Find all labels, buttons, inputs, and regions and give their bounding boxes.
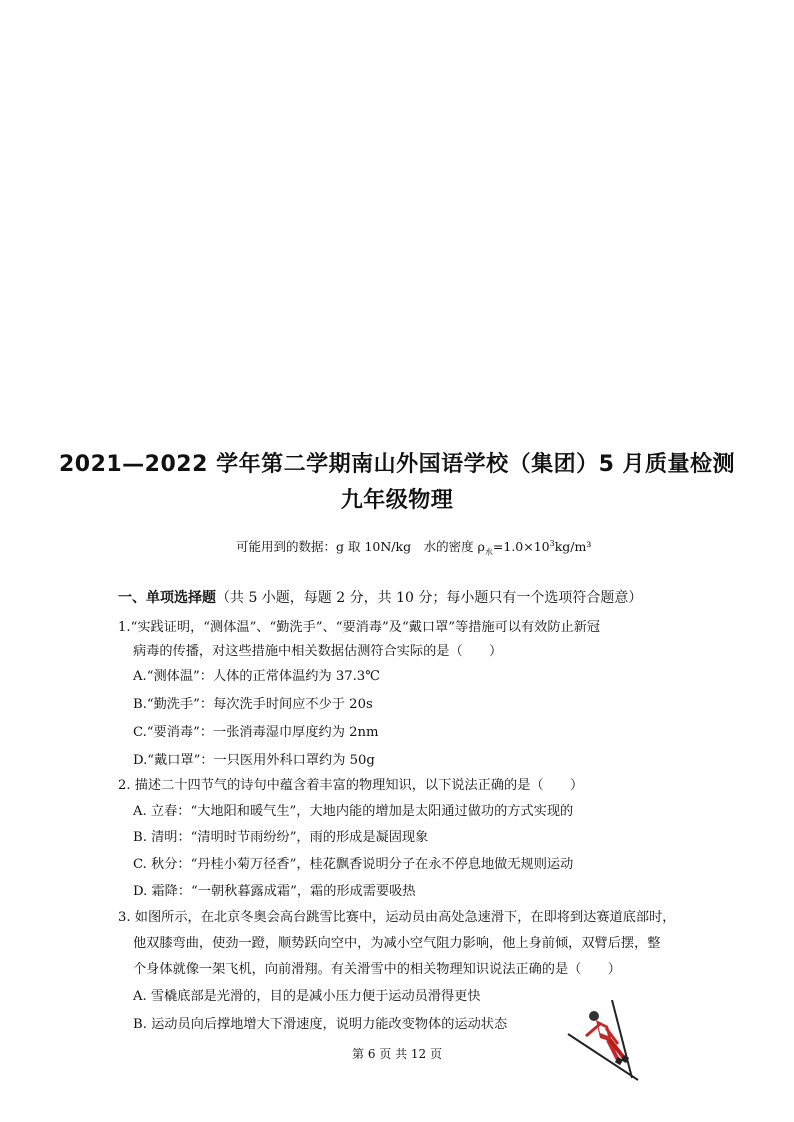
arm-left — [586, 1024, 600, 1036]
exam-title: 2021—2022 学年第二学期南山外国语学校（集团）5 月质量检测 — [58, 452, 736, 477]
helmet-icon — [589, 1011, 599, 1021]
given-value: =1.0×10 — [492, 539, 550, 554]
q1-option-b: B.“勤洗手”：每次洗手时间应不少于 20s — [133, 697, 373, 712]
ski-jumper-figure — [560, 1000, 650, 1082]
q3-stem-line2: 他双膝弯曲，使劲一蹬，顺势跃向空中，为减小空气阻力影响，他上身前倾，双臂后摆，整 — [133, 936, 661, 951]
q2-option-c: C. 秋分：“丹桂小菊万径香”，桂花飘香说明分子在永不停息地做无规则运动 — [133, 857, 574, 872]
page-number: 第 6 页 共 12 页 — [352, 1047, 442, 1061]
q2-option-a: A. 立春：“大地阳和暖气生”，大地内能的增加是太阳通过做功的方式实现的 — [133, 804, 574, 819]
q3-option-a: A. 雪橇底部是光滑的，目的是减小压力便于运动员滑得更快 — [133, 989, 481, 1004]
section-note: （共 5 小题，每题 2 分，共 10 分；每小题只有一个选项符合题意） — [216, 590, 643, 606]
q2-option-b: B. 清明：“清明时节雨纷纷”，雨的形成是凝固现象 — [133, 830, 429, 845]
q2-stem: 2. 描述二十四节气的诗句中蕴含着丰富的物理知识，以下说法正确的是（ ） — [118, 778, 584, 793]
given-prefix: 可能用到的数据：g 取 10N/kg 水的密度 ρ — [236, 539, 485, 554]
given-exponent: 3 — [549, 538, 555, 548]
q1-option-d: D.“戴口罩”：一只医用外科口罩约为 50g — [133, 753, 375, 768]
section-heading — [118, 587, 642, 607]
given-data — [236, 537, 591, 558]
q1-option-c: C.“要消毒”：一张消毒湿巾厚度约为 2nm — [133, 725, 379, 740]
q3-stem-line1: 3. 如图所示，在北京冬奥会高台跳雪比赛中，运动员由高处急速滑下，在即将到达赛道底部时， — [118, 910, 676, 925]
given-subscript: 水 — [484, 547, 493, 557]
given-unit: kg/m³ — [554, 539, 592, 554]
q3-option-b: B. 运动员向后撑地增大下滑速度，说明力能改变物体的运动状态 — [133, 1017, 508, 1032]
q1-stem-line2: 病毒的传播，对这些措施中相关数据估测符合实际的是（ ） — [133, 644, 503, 659]
q1-option-a: A.“测体温”：人体的正常体温约为 37.3℃ — [133, 669, 380, 684]
q3-stem-line3: 个身体就像一架飞机，向前滑翔。有关滑雪中的相关物理知识说法正确的是（ ） — [133, 962, 621, 977]
q2-option-d: D. 霜降：“一朝秋暮露成霜”，霜的形成需要吸热 — [133, 884, 416, 899]
section-title: 一、单项选择题 — [118, 590, 216, 606]
subject-title: 九年级物理 — [340, 488, 454, 513]
q1-stem-line1: 1.“实践证明，“测体温”、“勤洗手”、“要消毒”及“戴口罩”等措施可以有效防止新冠 — [118, 620, 601, 635]
